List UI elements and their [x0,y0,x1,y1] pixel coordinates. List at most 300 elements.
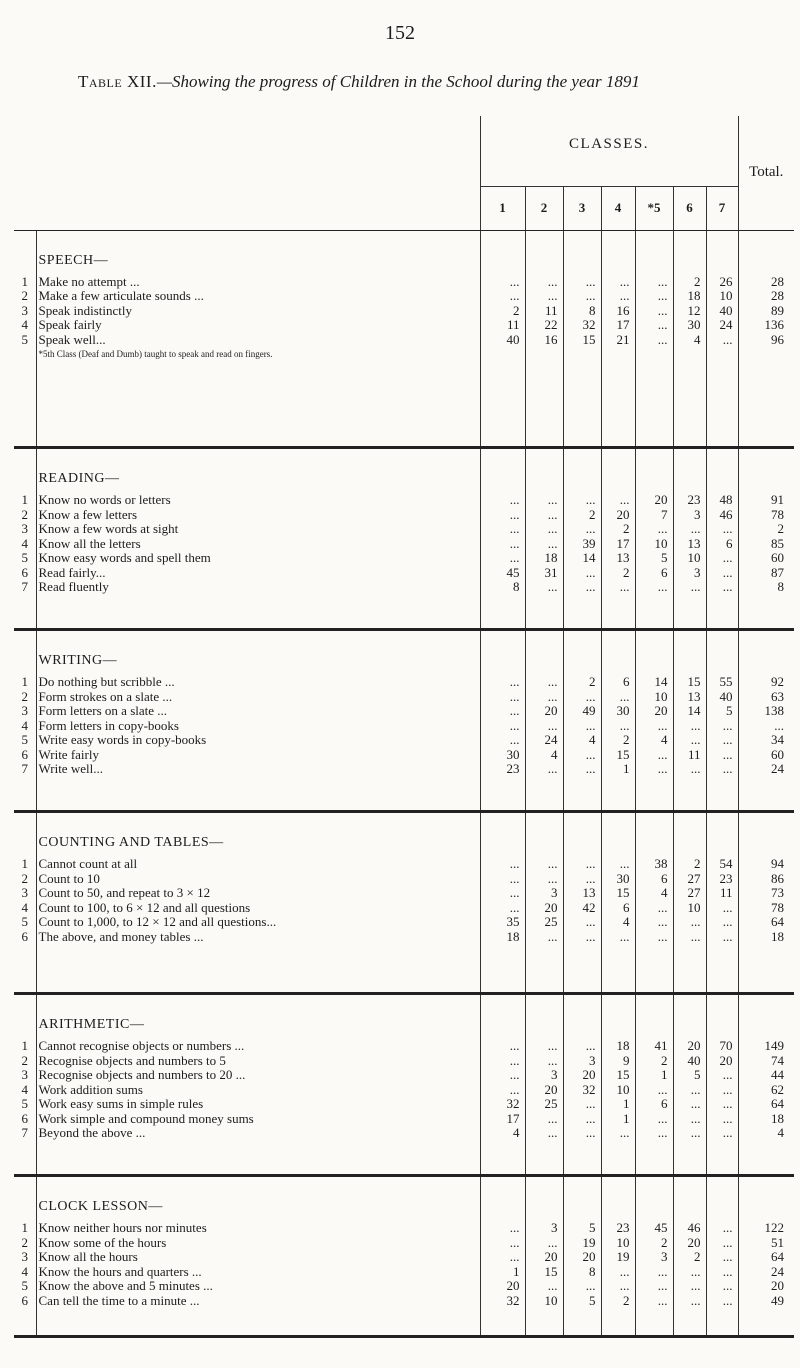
total-value: 44 [771,1067,785,1083]
class-value: 6 [726,535,733,551]
row-label: Cannot recognise objects or numbers ... [38,1039,245,1054]
class-value-column [563,994,601,1176]
class-value: ... [547,506,558,522]
class-value: 30 [616,703,630,719]
class-value: 10 [687,550,701,566]
class-value: 10 [616,1234,630,1250]
class-value: ... [509,273,520,289]
class-value: 4 [661,885,668,901]
class-value-column [635,1176,673,1337]
total-value: 96 [771,331,785,347]
item-number: 7 [21,1126,28,1141]
row-label: Make no attempt ... [38,274,140,289]
class-value: ... [619,856,630,872]
total-value: 34 [771,732,785,748]
item-number: 3 [21,303,28,318]
class-value: 4 [661,732,668,748]
total-value: ... [774,717,785,733]
class-value-column [563,448,601,630]
row-label: Write fairly [38,747,99,762]
row-label: Beyond the above ... [38,1126,146,1141]
class-value: 1 [513,1263,520,1279]
class-value: 2 [623,732,630,748]
class-value-column [635,994,673,1176]
section-block [14,812,794,994]
item-number: 5 [21,1097,28,1112]
footnote: *5th Class (Deaf and Dumb) taught to speak and read on fingers. [38,349,273,360]
class-value: 3 [551,1067,558,1083]
class-value: ... [722,1292,733,1308]
class-value: 49 [582,703,596,719]
section-block [14,630,794,812]
class-value: 4 [513,1125,520,1141]
class-value-column [706,994,738,1176]
class-value: ... [509,1081,520,1097]
class-value-column [480,230,525,448]
class-value: ... [690,1081,701,1097]
class-value-column [635,230,673,448]
class-value-column [635,812,673,994]
class-value-column [601,230,635,448]
class-value: ... [509,703,520,719]
class-value: 2 [661,1234,668,1250]
item-number: 6 [21,1111,28,1126]
row-label: Speak well... [38,332,106,347]
total-value: 86 [771,870,785,886]
progress-table [14,116,794,1338]
class-value: ... [585,1278,596,1294]
class-value: ... [585,746,596,762]
class-value: 30 [687,317,701,333]
class-value: ... [657,761,668,777]
item-number: 3 [21,1250,28,1265]
class-value: ... [585,564,596,580]
item-number-column [14,1176,36,1337]
class-value: ... [509,550,520,566]
total-column [738,994,794,1176]
item-number: 3 [21,704,28,719]
total-value: 122 [764,1220,785,1236]
class-value: 20 [687,1038,701,1054]
item-number: 5 [21,1279,28,1294]
class-value-column [673,994,706,1176]
class-value: ... [722,1096,733,1112]
class-value: ... [657,288,668,304]
class-value: 6 [661,1096,668,1112]
row-label: Form strokes on a slate ... [38,689,173,704]
total-value: 91 [771,492,785,508]
class-number-header: 7 [706,186,738,230]
total-value: 28 [771,273,785,289]
item-number: 5 [21,332,28,347]
class-value: 25 [544,1096,558,1112]
class-value: 11 [687,746,701,762]
class-value: 7 [661,506,668,522]
class-value: 32 [506,1292,520,1308]
class-value: 46 [687,1220,701,1236]
row-label: Count to 10 [38,871,100,886]
class-value: 6 [661,564,668,580]
class-value-column [673,230,706,448]
class-value: 2 [513,302,520,318]
class-value: 18 [506,928,520,944]
class-value: ... [509,1249,520,1265]
class-value: ... [619,1125,630,1141]
class-value: ... [509,521,520,537]
class-value: ... [722,1125,733,1141]
class-value: 1 [623,1110,630,1126]
label-column [36,1176,480,1337]
class-value: 10 [654,688,668,704]
class-value: 20 [616,506,630,522]
class-value-column [525,994,563,1176]
class-value: ... [509,1234,520,1250]
class-value: ... [722,564,733,580]
class-value: ... [657,331,668,347]
class-value-column [480,812,525,994]
class-value: ... [509,1067,520,1083]
class-value: ... [585,856,596,872]
page-number: 152 [385,22,415,44]
class-value: ... [722,899,733,915]
class-value: 15 [616,746,630,762]
class-value: ... [722,928,733,944]
class-value: 10 [616,1081,630,1097]
class-value: 2 [589,506,596,522]
class-value: ... [657,1125,668,1141]
class-value: 13 [687,688,701,704]
class-value-column [563,630,601,812]
class-value: 2 [694,1249,701,1265]
total-value: 2 [777,521,785,537]
class-value: ... [722,732,733,748]
class-value: ... [547,1110,558,1126]
class-value: ... [509,492,520,508]
row-label: Form letters in copy-books [38,718,179,733]
class-value: ... [722,1263,733,1279]
class-value: ... [657,317,668,333]
total-value: 24 [771,761,785,777]
row-label: Work easy sums in simple rules [38,1097,204,1112]
class-value: 15 [544,1263,558,1279]
total-value: 136 [764,317,785,333]
class-value: 18 [616,1038,630,1054]
class-value: 15 [616,885,630,901]
class-value: ... [722,579,733,595]
section-heading: COUNTING AND TABLES— [38,835,224,851]
row-label: Work addition sums [38,1082,143,1097]
class-value-column [706,230,738,448]
class-value-column [563,812,601,994]
class-value: ... [657,273,668,289]
class-value: ... [657,1263,668,1279]
item-number: 5 [21,915,28,930]
class-value: 12 [687,302,701,318]
class-value: 19 [616,1249,630,1265]
section-block [14,230,794,448]
total-value: 74 [771,1052,785,1068]
item-number: 3 [21,1068,28,1083]
class-value: ... [585,688,596,704]
class-value: ... [722,1220,733,1236]
class-value: ... [509,717,520,733]
row-label: Know no words or letters [38,493,171,508]
class-value: 22 [544,317,558,333]
section-heading: CLOCK LESSON— [38,1199,163,1215]
section-block [14,994,794,1176]
class-value-column [480,1176,525,1337]
item-number: 4 [21,318,28,333]
total-value: 24 [771,1263,785,1279]
total-value: 138 [764,703,785,719]
class-value: ... [509,856,520,872]
total-value: 94 [771,856,785,872]
class-value: ... [619,579,630,595]
class-value: ... [619,688,630,704]
item-number: 2 [21,1053,28,1068]
class-value: 9 [623,1052,630,1068]
class-value: ... [722,761,733,777]
class-value-column [601,1176,635,1337]
row-label: Recognise objects and numbers to 20 ... [38,1068,246,1083]
total-value: 62 [771,1081,785,1097]
class-number-header: *5 [635,186,673,230]
item-number: 2 [21,871,28,886]
class-value: 16 [616,302,630,318]
class-value: 1 [623,761,630,777]
class-value: ... [585,870,596,886]
class-value: ... [690,521,701,537]
class-value: 8 [589,302,596,318]
class-value: 19 [582,1234,596,1250]
class-value: 15 [582,331,596,347]
label-column [36,448,480,630]
item-number: 6 [21,747,28,762]
class-value: 4 [694,331,701,347]
class-value: 3 [661,1249,668,1265]
class-value: 23 [506,761,520,777]
class-value: 20 [544,1249,558,1265]
class-value-column [480,448,525,630]
total-value: 73 [771,885,785,901]
item-number: 7 [21,762,28,777]
class-value-column [601,448,635,630]
class-value: 4 [551,746,558,762]
class-value: ... [722,717,733,733]
class-value: 16 [544,331,558,347]
row-label: Read fluently [38,580,109,595]
class-value: ... [619,1278,630,1294]
class-number-header: 4 [601,186,635,230]
class-value: ... [509,506,520,522]
class-value: ... [657,521,668,537]
class-value: ... [509,1038,520,1054]
class-value: ... [585,928,596,944]
class-value: ... [657,717,668,733]
class-value: ... [585,761,596,777]
class-value-column [480,994,525,1176]
class-value: 2 [694,856,701,872]
total-column [738,230,794,448]
class-value: ... [547,1125,558,1141]
class-value: ... [722,1110,733,1126]
class-value: 4 [589,732,596,748]
class-value: ... [585,717,596,733]
item-number: 7 [21,580,28,595]
class-value: 3 [694,506,701,522]
class-value: ... [722,1278,733,1294]
class-value: 24 [719,317,733,333]
class-value: ... [657,746,668,762]
class-value: ... [722,914,733,930]
class-number-header: 3 [563,186,601,230]
total-value: 8 [777,579,785,595]
class-value: 41 [654,1038,668,1054]
row-label: Know the hours and quarters ... [38,1264,202,1279]
class-value-column [563,230,601,448]
class-value: ... [657,928,668,944]
class-value: 2 [589,674,596,690]
class-value: ... [547,1234,558,1250]
class-value: 14 [687,703,701,719]
class-value: 10 [544,1292,558,1308]
class-value: 14 [582,550,596,566]
class-value: ... [657,579,668,595]
class-value: 6 [623,899,630,915]
class-value-column [601,812,635,994]
class-value: ... [690,1125,701,1141]
class-value: ... [690,928,701,944]
class-value: 25 [544,914,558,930]
row-label: Count to 100, to 6 × 12 and all questions [38,900,251,915]
class-value: ... [690,579,701,595]
class-value-column [525,1176,563,1337]
class-value: ... [690,1292,701,1308]
class-value: 18 [544,550,558,566]
class-value-column [480,630,525,812]
item-number: 4 [21,1082,28,1097]
class-value-column [706,812,738,994]
class-value: ... [547,688,558,704]
class-value: ... [547,579,558,595]
class-value: ... [657,302,668,318]
class-value: ... [657,1110,668,1126]
row-label: Know some of the hours [38,1235,167,1250]
class-value: 14 [654,674,668,690]
class-value: 6 [661,870,668,886]
total-column [738,812,794,994]
class-number-header: 1 [480,186,525,230]
class-value: ... [619,288,630,304]
class-value: ... [585,1125,596,1141]
row-label: Write well... [38,762,103,777]
class-value: 20 [582,1249,596,1265]
total-value: 49 [771,1292,785,1308]
class-value: 46 [719,506,733,522]
class-value: 54 [719,856,733,872]
row-label: Form letters on a slate ... [38,704,168,719]
class-value: 23 [687,492,701,508]
item-number: 2 [21,289,28,304]
class-value: 40 [719,302,733,318]
item-number: 2 [21,689,28,704]
class-value: 20 [544,703,558,719]
class-value: 27 [687,870,701,886]
class-value: ... [722,746,733,762]
class-value: ... [690,732,701,748]
class-value: 39 [582,535,596,551]
total-value: 87 [771,564,785,580]
total-value: 89 [771,302,785,318]
class-value: 23 [719,870,733,886]
class-value: ... [509,1052,520,1068]
class-value: 11 [506,317,520,333]
row-label: Know all the letters [38,536,141,551]
class-value: ... [657,1278,668,1294]
item-number: 1 [21,493,28,508]
class-value: 4 [623,914,630,930]
class-value: ... [509,732,520,748]
item-number: 1 [21,857,28,872]
class-value: ... [547,761,558,777]
class-value: ... [585,1110,596,1126]
section-block [14,448,794,630]
class-value: 27 [687,885,701,901]
class-value: 45 [654,1220,668,1236]
row-label: Recognise objects and numbers to 5 [38,1053,226,1068]
class-value: 17 [616,317,630,333]
class-value: ... [657,1292,668,1308]
row-label: Speak fairly [38,318,102,333]
row-label: Count to 1,000, to 12 × 12 and all questions... [38,915,277,930]
item-number: 5 [21,733,28,748]
total-value: 18 [771,928,785,944]
class-value: 10 [687,899,701,915]
class-value: ... [547,1278,558,1294]
class-value: 35 [506,914,520,930]
class-value: ... [509,688,520,704]
class-number-header: 2 [525,186,563,230]
total-value: 18 [771,1110,785,1126]
class-value: 11 [719,885,733,901]
class-value: 15 [687,674,701,690]
class-value-column [635,630,673,812]
item-number: 4 [21,718,28,733]
class-value: ... [585,579,596,595]
total-value: 63 [771,688,785,704]
class-value: 32 [582,317,596,333]
class-value-column [601,630,635,812]
class-value: 20 [719,1052,733,1068]
class-value: ... [585,273,596,289]
class-value: 2 [623,521,630,537]
row-label: Write easy words in copy-books [38,733,207,748]
class-value: ... [619,492,630,508]
item-number: 2 [21,1235,28,1250]
item-number: 1 [21,274,28,289]
class-value: 13 [616,550,630,566]
item-number: 1 [21,1221,28,1236]
row-label: Speak indistinctly [38,303,133,318]
class-value: 8 [513,579,520,595]
class-value-column [635,448,673,630]
class-value: ... [690,1110,701,1126]
class-value: ... [585,1038,596,1054]
item-number-column [14,812,36,994]
class-value: 20 [582,1067,596,1083]
class-value-column [706,630,738,812]
row-label: Know the above and 5 minutes ... [38,1279,213,1294]
